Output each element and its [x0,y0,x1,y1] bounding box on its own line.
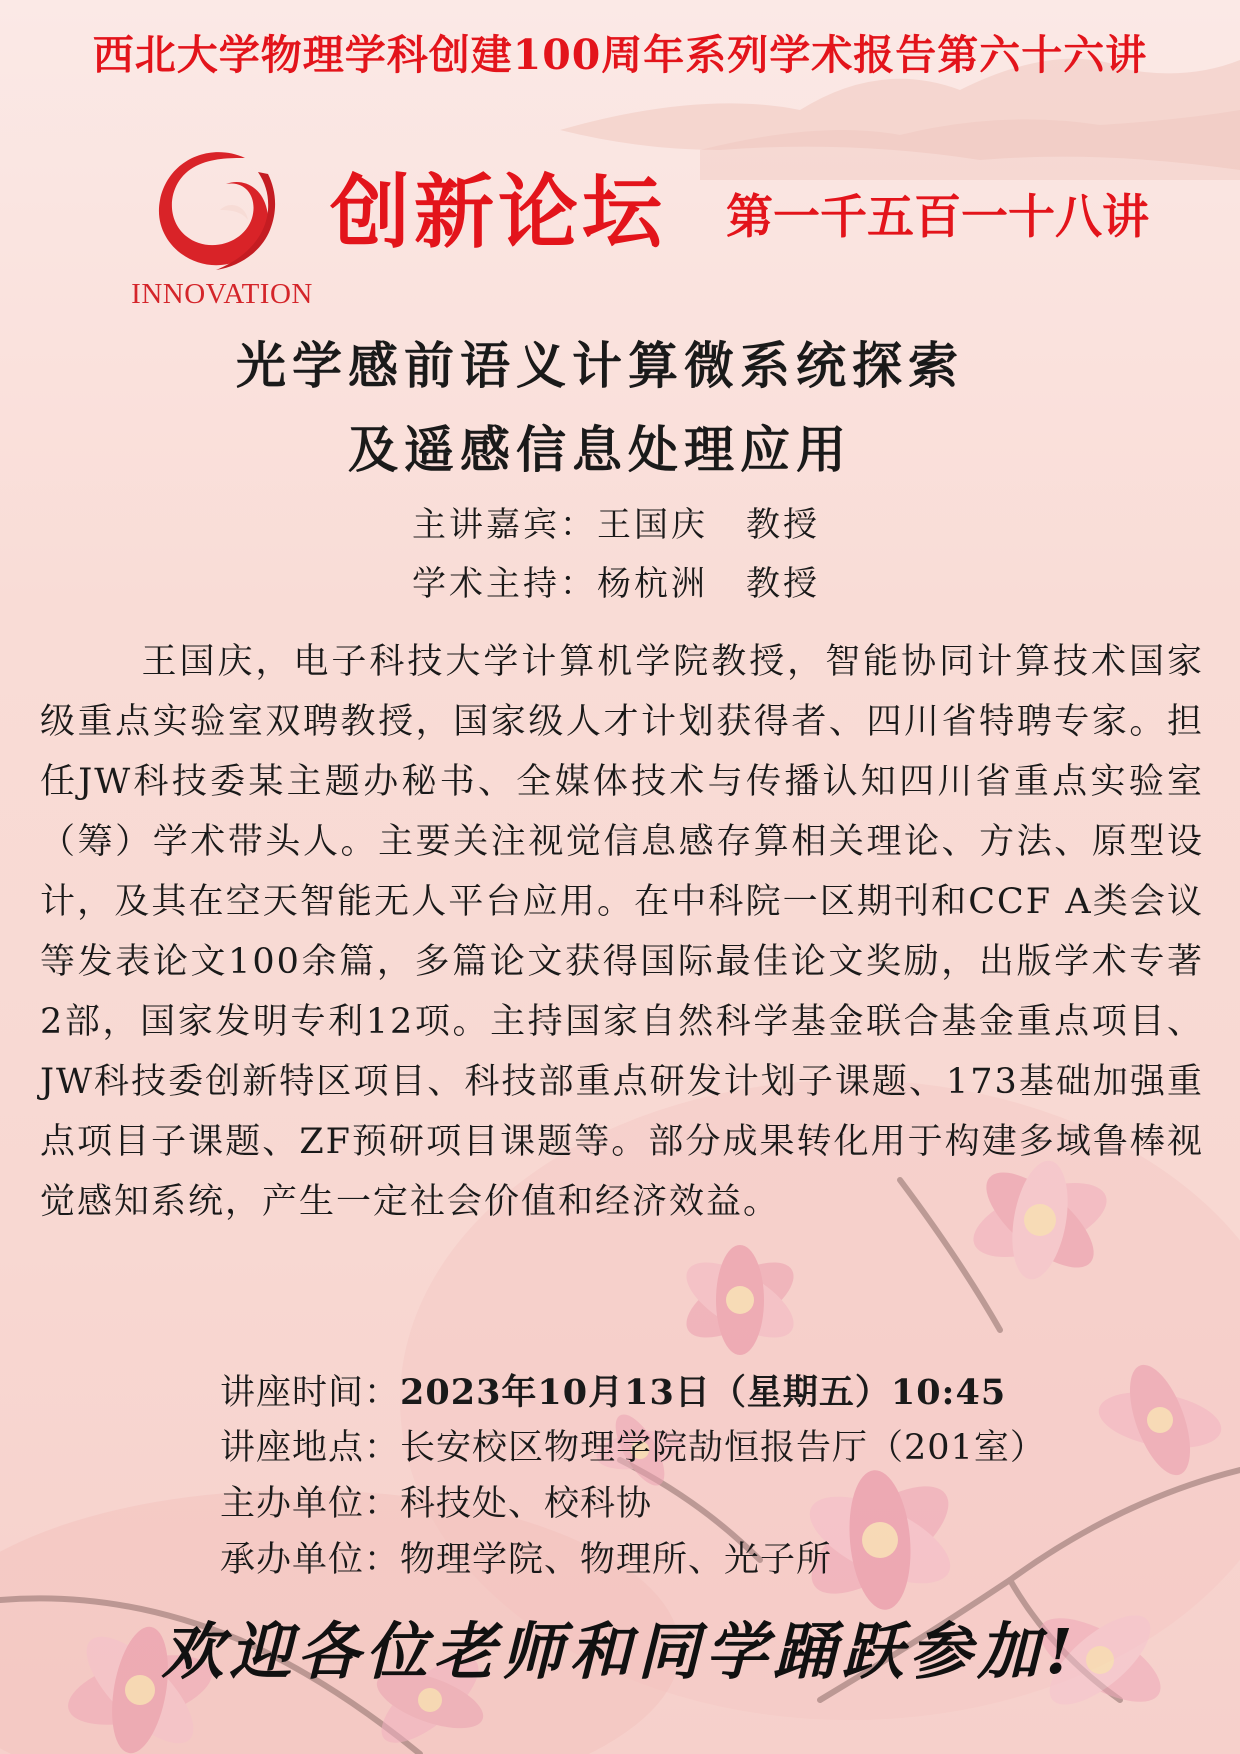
forum-name: 创新论坛 [330,165,666,259]
organizer-unit-value: 物理学院、物理所、光子所 [400,1540,833,1580]
host-unit-label: 主办单位： [220,1484,401,1524]
speaker-line [412,497,820,546]
lecture-time-label: 讲座时间： [220,1373,401,1413]
talk-title-line-1: 光学感前语义计算微系统探索 [236,336,964,395]
host-line [412,556,820,605]
lecture-number: 第一千五百一十八讲 [726,190,1149,245]
host-label: 学术主持： [412,564,597,604]
innovation-swirl-icon [150,140,280,280]
lecture-place-value: 长安校区物理学院劼恒报告厅（201室） [400,1428,1046,1468]
speaker-label: 主讲嘉宾： [412,505,597,545]
organizer-unit-label: 承办单位： [220,1540,401,1580]
host-title: 教授 [746,564,820,604]
speaker-bio: 王国庆，电子科技大学计算机学院教授，智能协同计算技术国家级重点实验室双聘教授，国家级人才计划获得者、四川省特聘专家。担任JW科技委某主题办秘书、全媒体技术与传播认知四川省重点实验室（筹）学术带头人。主要关注视觉信息感存算相关理论、方法、原型设计，及其在空天智能无人平台应用。在中科院一区期刊和CCF A类会议等发表论文100余篇，多篇论文获得国际最佳论文奖励，出版学术专著2部，国家发明专利12项。主持国家自然科学基金联合基金重点项目、JW科技委创新特区项目、科技部重点研发计划子课题、173基础加强重点项目子课题、ZF预研项目课题等。部分成果转化用于构建多域鲁棒视觉感知系统，产生一定社会价值和经济效益。 [40,642,1204,1222]
lecture-place [220,1420,1046,1470]
organizer-unit [220,1532,832,1582]
speaker-title: 教授 [746,505,820,545]
host-name: 杨杭洲 [597,564,708,604]
welcome-message: 欢迎各位老师和同学踊跃参加! [161,1615,1079,1688]
talk-title-line-2: 及遥感信息处理应用 [348,420,852,479]
logo-text: INNOVATION [131,278,313,310]
series-title: 西北大学物理学科创建100周年系列学术报告第六十六讲 [92,31,1148,79]
host-unit-value: 科技处、校科协 [400,1484,653,1524]
lecture-place-label: 讲座地点： [220,1428,401,1468]
lecture-time-value: 2023年10月13日（星期五）10:45 [400,1372,1007,1413]
lecture-time [220,1365,1006,1415]
host-unit [220,1476,652,1526]
speaker-name: 王国庆 [597,505,708,545]
